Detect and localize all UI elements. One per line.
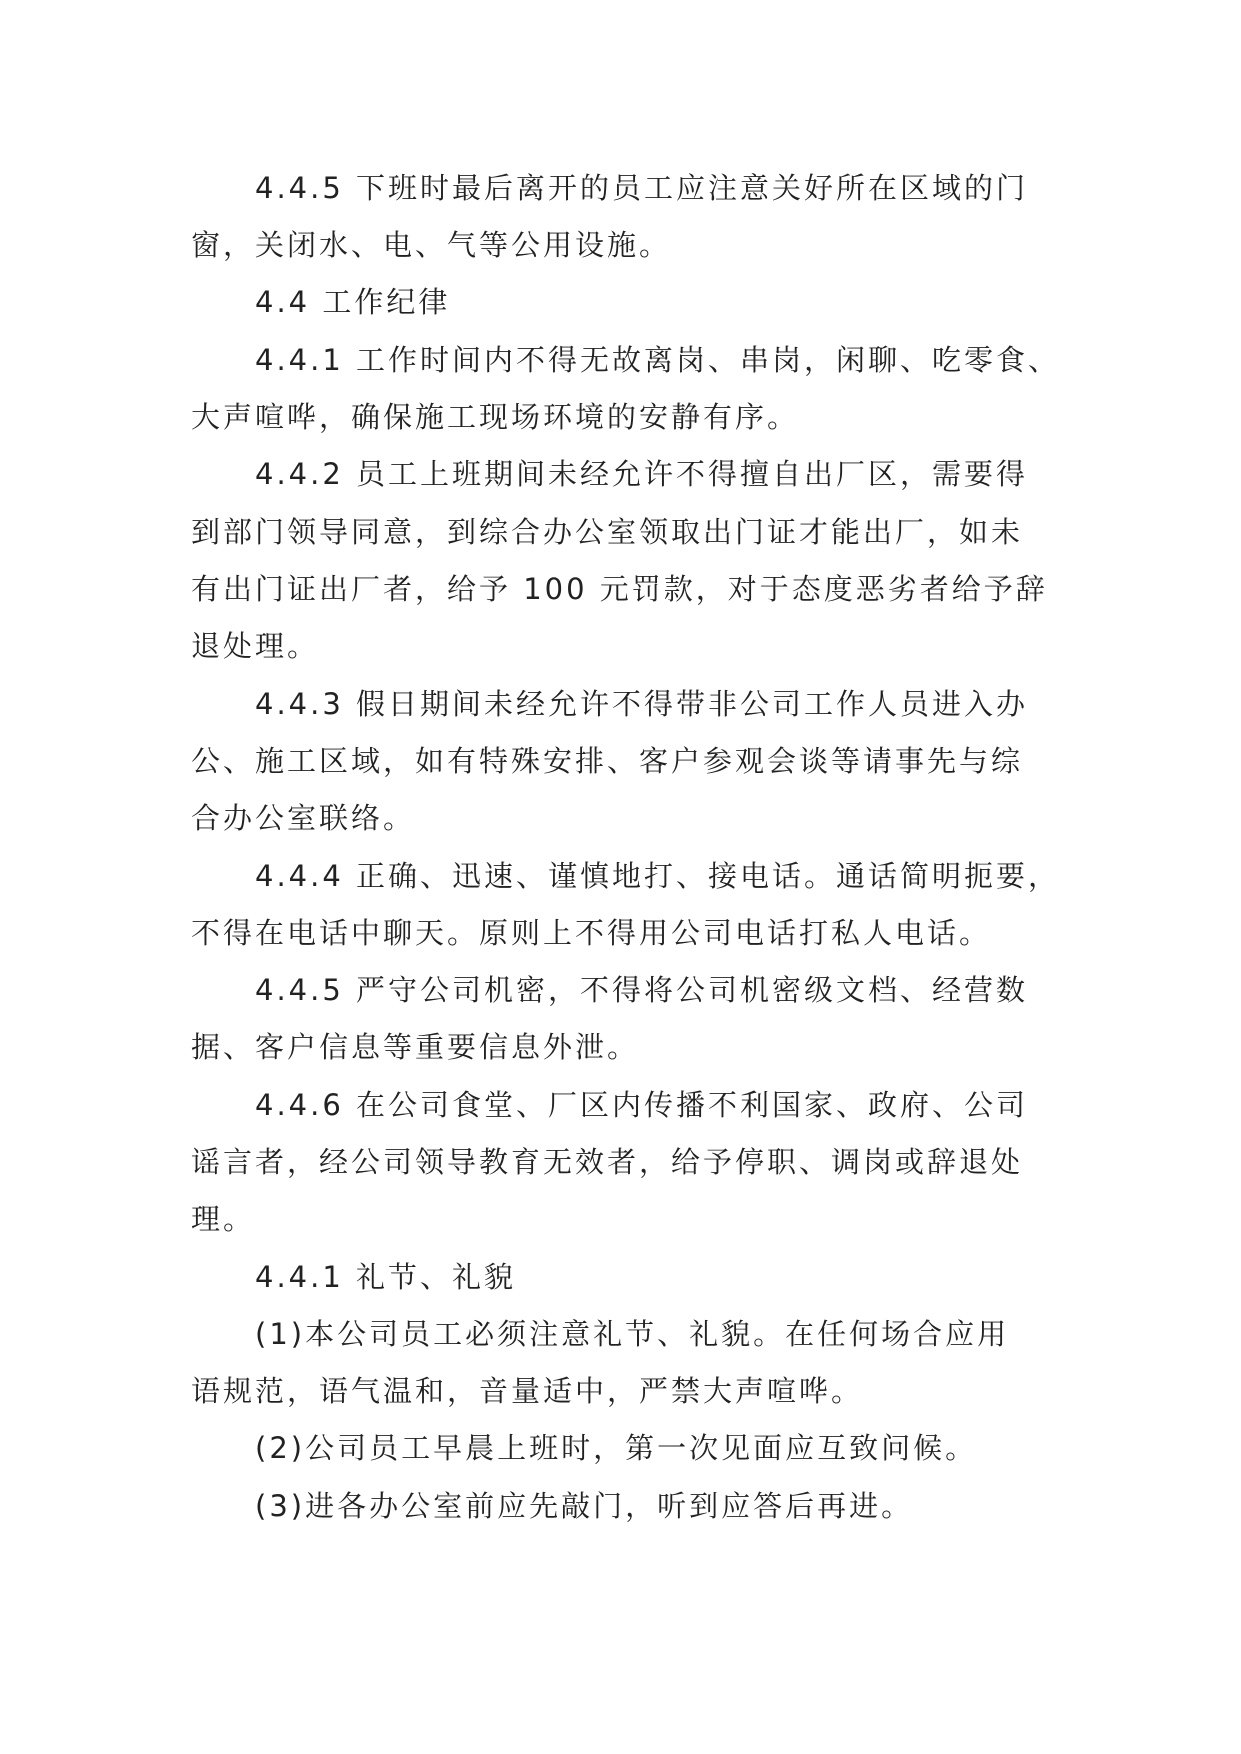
paragraph-4-4-6-line-3: 理。 bbox=[191, 1202, 256, 1236]
section-heading-etiquette: 4.4.1 礼节、礼貌 bbox=[255, 1260, 517, 1294]
paragraph-4-4-1-line-1: 4.4.1 工作时间内不得无故离岗、串岗，闲聊、吃零食、 bbox=[255, 343, 1061, 377]
paragraph-4-4-5b-line-2: 据、客户信息等重要信息外泄。 bbox=[191, 1030, 640, 1064]
paragraph-4-4-6-line-1: 4.4.6 在公司食堂、厂区内传播不利国家、政府、公司 bbox=[255, 1088, 1029, 1122]
list-item-2: (2)公司员工早晨上班时，第一次见面应互致问候。 bbox=[255, 1431, 978, 1465]
paragraph-4-4-6-line-2: 谣言者，经公司领导教育无效者，给予停职、调岗或辞退处 bbox=[191, 1145, 1024, 1179]
paragraph-4-4-3-line-3: 合办公室联络。 bbox=[191, 801, 416, 835]
paragraph-4-4-5-line-1: 4.4.5 下班时最后离开的员工应注意关好所在区域的门 bbox=[255, 171, 1029, 205]
paragraph-4-4-2-line-4: 退处理。 bbox=[191, 629, 320, 663]
paragraph-4-4-2-line-2: 到部门领导同意，到综合办公室领取出门证才能出厂，如未 bbox=[191, 515, 1024, 549]
paragraph-4-4-3-line-1: 4.4.3 假日期间未经允许不得带非公司工作人员进入办 bbox=[255, 687, 1029, 721]
paragraph-4-4-2-line-3: 有出门证出厂者，给予 100 元罚款，对于态度恶劣者给予辞 bbox=[191, 572, 1048, 606]
paragraph-4-4-4-line-2: 不得在电话中聊天。原则上不得用公司电话打私人电话。 bbox=[191, 916, 992, 950]
list-item-1-line-1: (1)本公司员工必须注意礼节、礼貌。在任何场合应用 bbox=[255, 1317, 1010, 1351]
paragraph-4-4-5b-line-1: 4.4.5 严守公司机密，不得将公司机密级文档、经营数 bbox=[255, 973, 1029, 1007]
paragraph-4-4-1-line-2: 大声喧哗，确保施工现场环境的安静有序。 bbox=[191, 400, 800, 434]
paragraph-4-4-2-line-1: 4.4.2 员工上班期间未经允许不得擅自出厂区，需要得 bbox=[255, 457, 1029, 491]
list-item-1-line-2: 语规范，语气温和，音量适中，严禁大声喧哗。 bbox=[191, 1374, 864, 1408]
list-item-3: (3)进各办公室前应先敲门，听到应答后再进。 bbox=[255, 1489, 914, 1523]
paragraph-4-4-4-line-1: 4.4.4 正确、迅速、谨慎地打、接电话。通话简明扼要， bbox=[255, 859, 1061, 893]
section-heading-work-discipline: 4.4 工作纪律 bbox=[255, 285, 451, 319]
paragraph-4-4-3-line-2: 公、施工区域，如有特殊安排、客户参观会谈等请事先与综 bbox=[191, 744, 1024, 778]
paragraph-4-4-5-line-2: 窗，关闭水、电、气等公用设施。 bbox=[191, 228, 672, 262]
